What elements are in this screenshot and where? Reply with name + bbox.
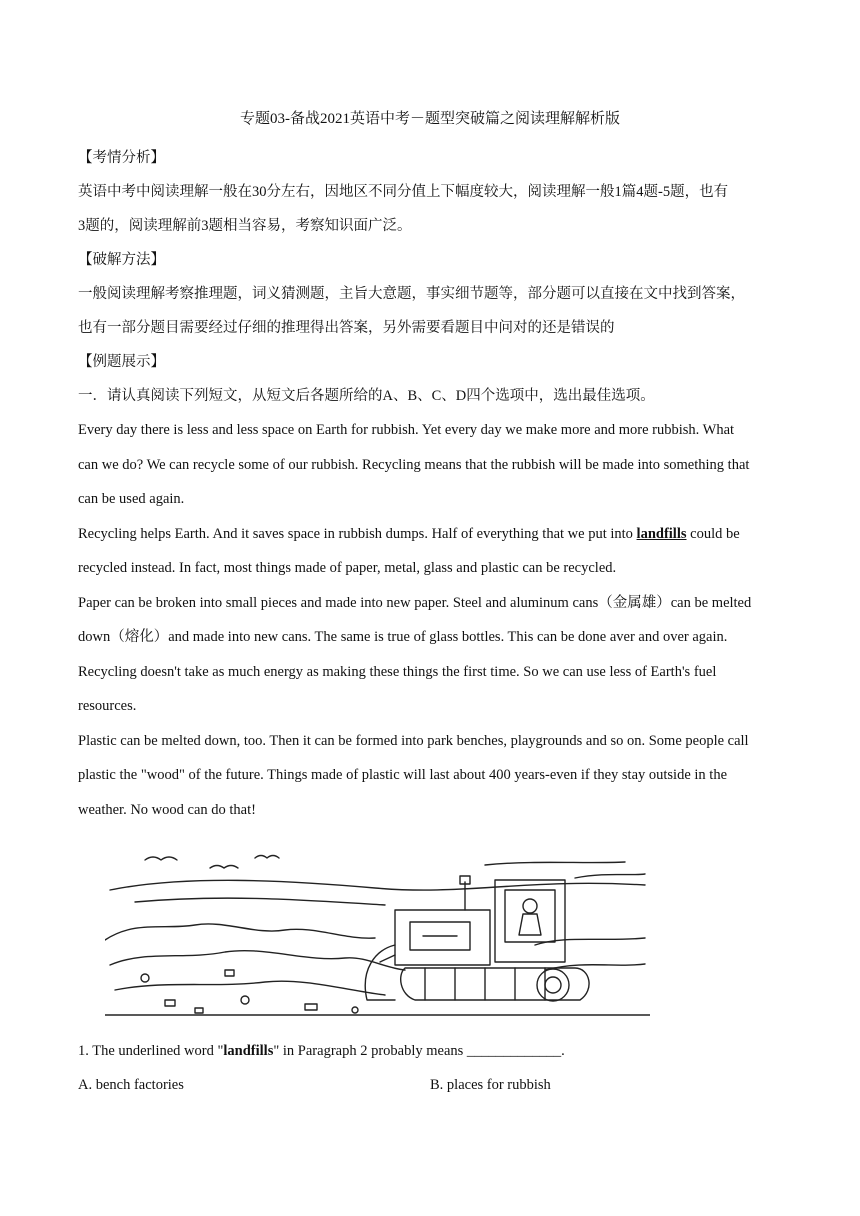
analysis-heading: 【考情分析】 — [78, 150, 165, 166]
method-line-1: 一般阅读理解考察推理题，词义猜测题，主旨大意题，事实细节题等，部分题可以直接在文中找到答案， — [78, 286, 745, 302]
method-line-2: 也有一部分题目需要经过仔细的推理得出答案，另外需要看题目中问对的还是错误的 — [78, 320, 615, 336]
instruction: 一．请认真阅读下列短文，从短文后各题所给的A、B、C、D四个选项中，选出最佳选项。 — [78, 388, 655, 404]
passage-p2-text-before: Recycling helps Earth. And it saves space in rubbish dumps. Half of everything that we put into — [78, 525, 637, 542]
passage-p3-line-3: Recycling doesn't take as much energy as making these things the first time. So we can use less of Earth's fuel — [78, 663, 717, 680]
passage-p3-line-1: Paper can be broken into small pieces and made into new paper. Steel and aluminum cans（金属雄）can be melted — [78, 594, 752, 611]
bird-icon — [145, 857, 177, 860]
passage-p4-line-1: Plastic can be melted down, too. Then it can be formed into park benches, playgrounds and so on. Some people call — [78, 732, 749, 749]
question-1-text-before: 1. The underlined word " — [78, 1043, 224, 1059]
passage-p1-line-1: Every day there is less and less space on Earth for rubbish. Yet every day we make more and more rubbish. What — [78, 422, 735, 438]
landfills-keyword: landfills — [636, 525, 687, 542]
intro-section — [78, 141, 782, 413]
passage-p2-line-1 — [78, 517, 782, 552]
analysis-line-2: 3题的，阅读理解前3题相当容易，考察知识面广泛。 — [78, 218, 412, 234]
example-heading: 【例题展示】 — [78, 354, 165, 370]
passage-p3-line-2: down（熔化）and made into new cans. The same is true of glass bottles. This can be done aver and over again. — [78, 629, 728, 645]
question-1 — [78, 1040, 782, 1062]
passage-p4-line-3: weather. No wood can do that! — [78, 801, 256, 818]
passage-p2-line-2: recycled instead. In fact, most things made of paper, metal, glass and plastic can be recycled. — [78, 560, 617, 576]
bulldozer-body — [395, 910, 490, 965]
bird-icon — [210, 866, 238, 869]
question-1-text-after: " in Paragraph 2 probably means _____________. — [273, 1043, 565, 1059]
option-b: B. places for rubbish — [430, 1077, 551, 1093]
passage-p2-text-after: could be — [686, 525, 740, 542]
bulldozer-landfill-illustration — [105, 850, 650, 1020]
question-1-keyword: landfills — [223, 1043, 274, 1059]
analysis-line-1: 英语中考中阅读理解一般在30分左右，因地区不同分值上下幅度较大，阅读理解一般1篇4题-5题，也有 — [78, 184, 729, 200]
bulldozer-wheel — [537, 969, 569, 1001]
option-a: A. bench factories — [78, 1077, 184, 1093]
driver-figure — [523, 899, 537, 913]
passage-p3-line-4: resources. — [78, 698, 137, 714]
reading-passage — [78, 413, 782, 827]
bird-icon — [255, 856, 279, 859]
bulldozer-blade — [365, 945, 395, 1000]
passage-p1-line-3: can be used again. — [78, 491, 185, 507]
passage-p4-line-2: plastic the "wood" of the future. Things made of plastic will last about 400 years-even if they stay outside in the — [78, 767, 728, 783]
passage-p1-line-2: can we do? We can recycle some of our rubbish. Recycling means that the rubbish will be made into something that — [78, 456, 750, 473]
document-title: 专题03-备战2021英语中考－题型突破篇之阅读理解解析版 — [240, 111, 620, 127]
method-heading: 【破解方法】 — [78, 252, 165, 268]
